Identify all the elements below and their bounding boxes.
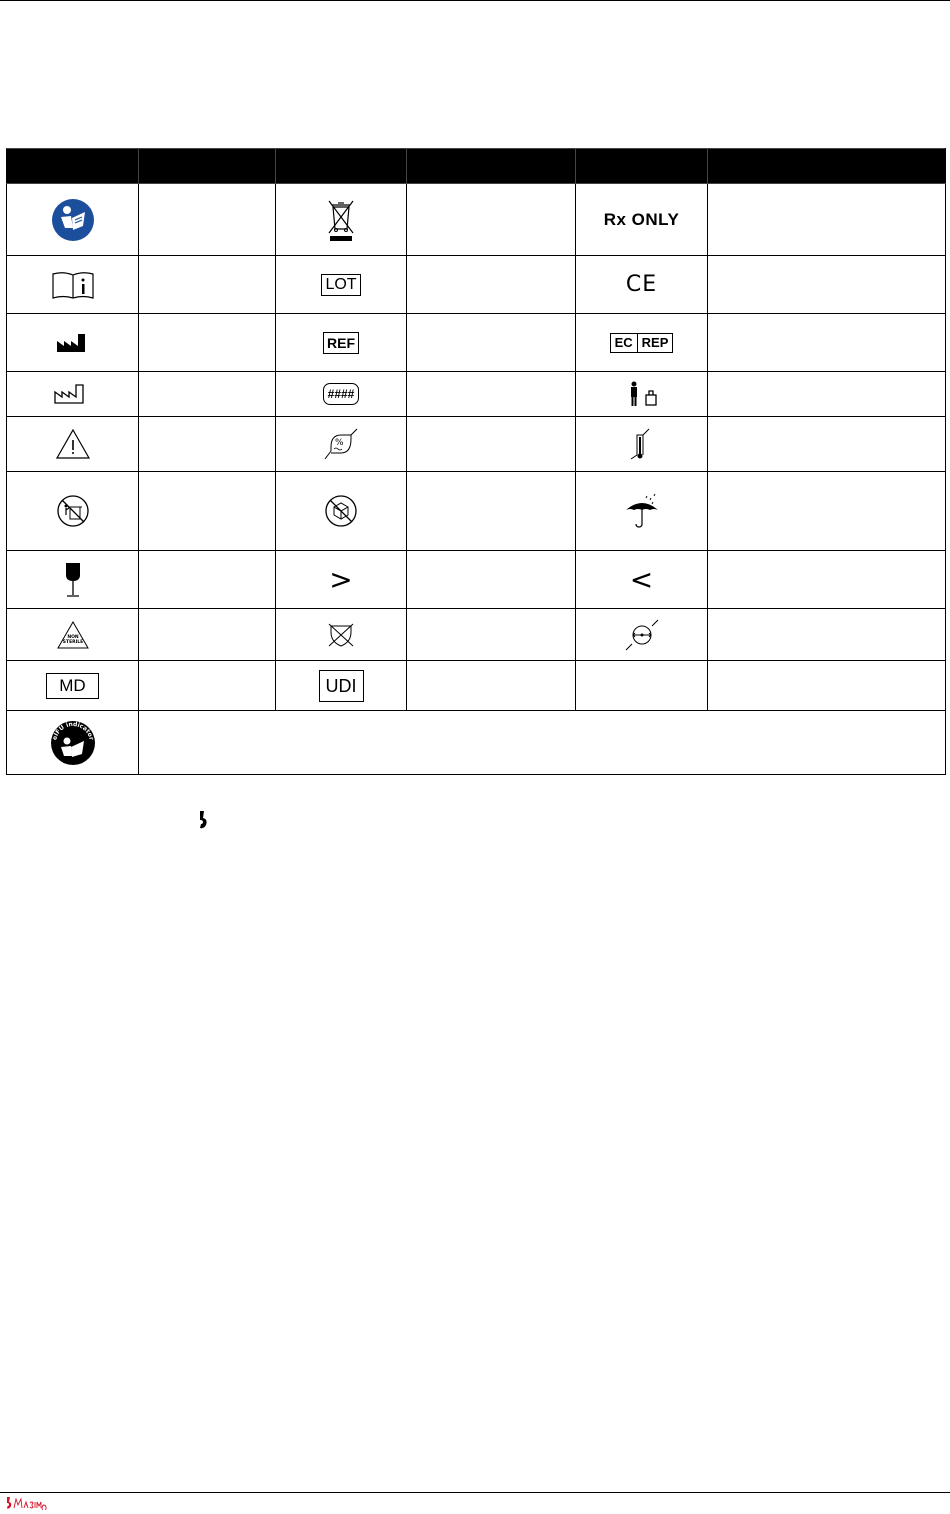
description-cell	[708, 609, 946, 661]
header-cell	[276, 149, 407, 184]
symbol-cell	[7, 417, 139, 472]
svg-text:STERILE: STERILE	[62, 639, 83, 645]
symbol-cell	[276, 314, 407, 372]
symbol-cell	[276, 472, 407, 551]
svg-text:%: %	[335, 438, 344, 448]
top-rule	[0, 0, 950, 1]
no-trash-disposal-icon	[56, 494, 90, 528]
symbol-cell	[7, 661, 139, 711]
symbols-table	[6, 148, 946, 775]
symbol-cell	[7, 472, 139, 551]
ec-label: EC	[614, 334, 633, 350]
atmospheric-pressure-limitation-icon	[622, 618, 662, 652]
medical-device-symbol: MD	[46, 673, 98, 699]
serial-number-symbol: ####	[323, 383, 360, 405]
masimo-signature-icon	[195, 810, 209, 830]
rep-label: REP	[637, 334, 673, 352]
description-cell	[407, 184, 576, 256]
table-row	[7, 711, 946, 775]
symbol-cell	[7, 551, 139, 609]
svg-text:NON: NON	[66, 634, 79, 640]
description-cell	[708, 661, 946, 711]
humidity-limitation-icon	[321, 427, 361, 461]
table-row	[7, 551, 946, 609]
description-cell	[139, 661, 276, 711]
manufacturer-icon	[55, 332, 91, 354]
header-cell	[576, 149, 708, 184]
table-row	[7, 609, 946, 661]
symbol-cell	[276, 609, 407, 661]
header-cell	[708, 149, 946, 184]
fragile-icon	[62, 561, 84, 599]
symbol-cell	[7, 314, 139, 372]
symbol-cell	[276, 256, 407, 314]
table-row	[7, 661, 946, 711]
description-cell	[407, 661, 576, 711]
table-row	[7, 417, 946, 472]
header-cell	[407, 149, 576, 184]
empty-symbol-cell	[576, 661, 708, 711]
less-than-symbol: <	[629, 562, 654, 596]
consult-instructions-icon	[51, 270, 95, 300]
description-cell	[708, 184, 946, 256]
eifu-indicator-label: eIFU indicator	[50, 720, 95, 741]
symbol-cell	[576, 372, 708, 417]
non-sterile-icon	[56, 620, 90, 650]
rx-only-symbol: Rx ONLY	[603, 209, 680, 229]
table-row	[7, 256, 946, 314]
bottom-rule	[0, 1492, 950, 1493]
symbol-cell	[276, 372, 407, 417]
symbol-cell	[276, 661, 407, 711]
symbol-cell	[276, 551, 407, 609]
description-cell	[407, 372, 576, 417]
date-of-manufacture-icon	[53, 383, 93, 405]
keep-dry-icon	[622, 492, 662, 530]
latex-free-icon	[327, 622, 355, 648]
table-header-row	[7, 149, 946, 184]
description-cell	[407, 472, 576, 551]
masimo-logo-icon	[4, 1496, 48, 1510]
description-cell-wide	[139, 711, 946, 775]
description-cell	[139, 472, 276, 551]
symbol-cell	[576, 551, 708, 609]
description-cell	[407, 417, 576, 472]
description-cell	[407, 609, 576, 661]
symbol-cell	[576, 417, 708, 472]
table-row	[7, 314, 946, 372]
symbol-cell	[576, 184, 708, 256]
header-cell	[7, 149, 139, 184]
symbol-cell	[7, 184, 139, 256]
description-cell	[407, 551, 576, 609]
symbol-cell	[576, 256, 708, 314]
symbol-cell	[7, 256, 139, 314]
udi-symbol: UDI	[319, 670, 364, 702]
symbol-cell	[7, 609, 139, 661]
table-row	[7, 184, 946, 256]
description-cell	[708, 551, 946, 609]
symbol-cell	[276, 417, 407, 472]
description-cell	[139, 256, 276, 314]
description-cell	[139, 184, 276, 256]
description-cell	[407, 256, 576, 314]
lot-symbol: LOT	[321, 274, 360, 296]
symbol-cell	[576, 472, 708, 551]
header-cell	[139, 149, 276, 184]
patient-weight-icon	[622, 381, 662, 407]
eifu-indicator-icon	[49, 719, 97, 767]
symbol-cell	[276, 184, 407, 256]
follow-instructions-icon	[51, 198, 95, 242]
weee-crossed-bin-icon	[324, 197, 358, 243]
table-row	[7, 372, 946, 417]
description-cell	[139, 551, 276, 609]
description-cell	[139, 417, 276, 472]
description-cell	[139, 609, 276, 661]
description-cell	[708, 314, 946, 372]
description-cell	[708, 256, 946, 314]
ref-symbol: REF	[323, 332, 359, 354]
greater-than-symbol: >	[329, 562, 353, 596]
description-cell	[708, 472, 946, 551]
symbol-cell	[576, 609, 708, 661]
description-cell	[708, 372, 946, 417]
description-cell	[139, 314, 276, 372]
description-cell	[407, 314, 576, 372]
temperature-limitation-icon	[627, 427, 657, 461]
description-cell	[708, 417, 946, 472]
caution-icon	[55, 428, 91, 460]
description-cell	[139, 372, 276, 417]
symbol-cell	[7, 711, 139, 775]
symbol-cell	[576, 314, 708, 372]
symbol-cell	[7, 372, 139, 417]
ec-rep-symbol	[610, 333, 674, 353]
do-not-use-if-damaged-icon	[324, 494, 358, 528]
ce-mark-symbol: CE	[625, 272, 658, 297]
table-row	[7, 472, 946, 551]
